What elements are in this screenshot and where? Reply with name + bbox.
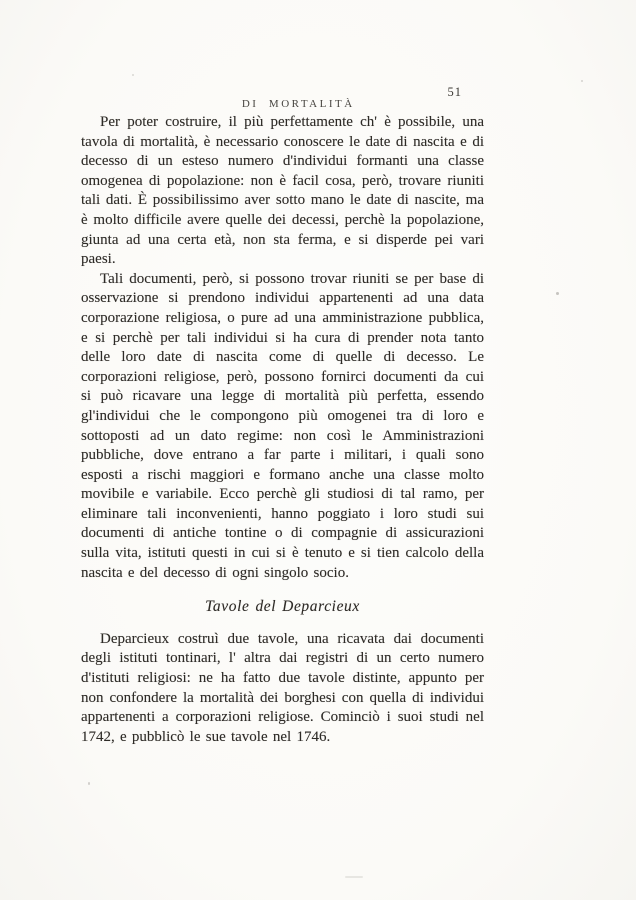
scan-speck [345, 876, 363, 878]
text-block [81, 113, 484, 747]
page-number: 51 [447, 85, 462, 99]
scan-speck [556, 292, 559, 295]
content-column [81, 86, 484, 747]
scan-speck [581, 80, 583, 82]
body-paragraph-1: Per poter costruire, il più perfettamente ch' è possibile, una tavola di mortalità, è necessario conoscere le date di nascita e di decesso di un esteso numero d'individui formanti una classe omogenea di popolazione: non è facil cosa, però, trovare riuniti tali dati. È possibilissimo aver sotto mano le date di nascite, ma è molto difficile avere quelle dei decessi, perchè la popolazione, giunta ad una certa età, non sta ferma, e si disperde pei vari paesi. [81, 114, 484, 268]
running-title: DI MORTALITÀ [241, 98, 355, 110]
scan-speck [88, 782, 90, 785]
section-heading: Tavole del Deparcieux [205, 598, 360, 616]
body-paragraph-3: Deparcieux costruì due tavole, una ricavata dai documenti degli istituti tontinari, l' altra dai registri di un certo numero d'istituti religiosi: ne ha fatto due tavole distinte, appunto per non confondere la mortalità dei borghesi con quella di individui appartenenti a corporazioni religiose. Cominciò i suoi studi nel 1742, e pubblicò le sue tavole nel 1746. [81, 630, 484, 745]
page-header [81, 85, 484, 110]
body-paragraph-2: Tali documenti, però, si possono trovar riuniti se per base di osservazione si prendono individui appartenenti ad una data corporazione religiosa, o pure ad una amministrazione pubblica, e si perchè per tali individui si ha cura di prender nota tanto delle loro date di nascita come di quelle di decesso. Le corporazioni religiose, però, possono fornirci documenti da cui si può ricavare una legge di mortalità più perfetta, essendo gl'individui che le compongono più omogenei tra di loro e sottoposti ad un dato regime: non così le Amministrazioni pubbliche, dove entrano a far parte i militari, i quali sono esposti a rischi maggiori e formano anche una classe molto movibile e variabile. Ecco perchè gli studiosi di tal ramo, per eliminare tali inconvenienti, hanno poggiato i loro studi sui documenti di antiche tontine o di compagnie di assicurazioni sulla vita, istituti questi in cui si è tenuto e si tien calcolo della nascita e del decesso di ogni singolo socio. [81, 270, 484, 581]
scan-speck [132, 74, 134, 76]
